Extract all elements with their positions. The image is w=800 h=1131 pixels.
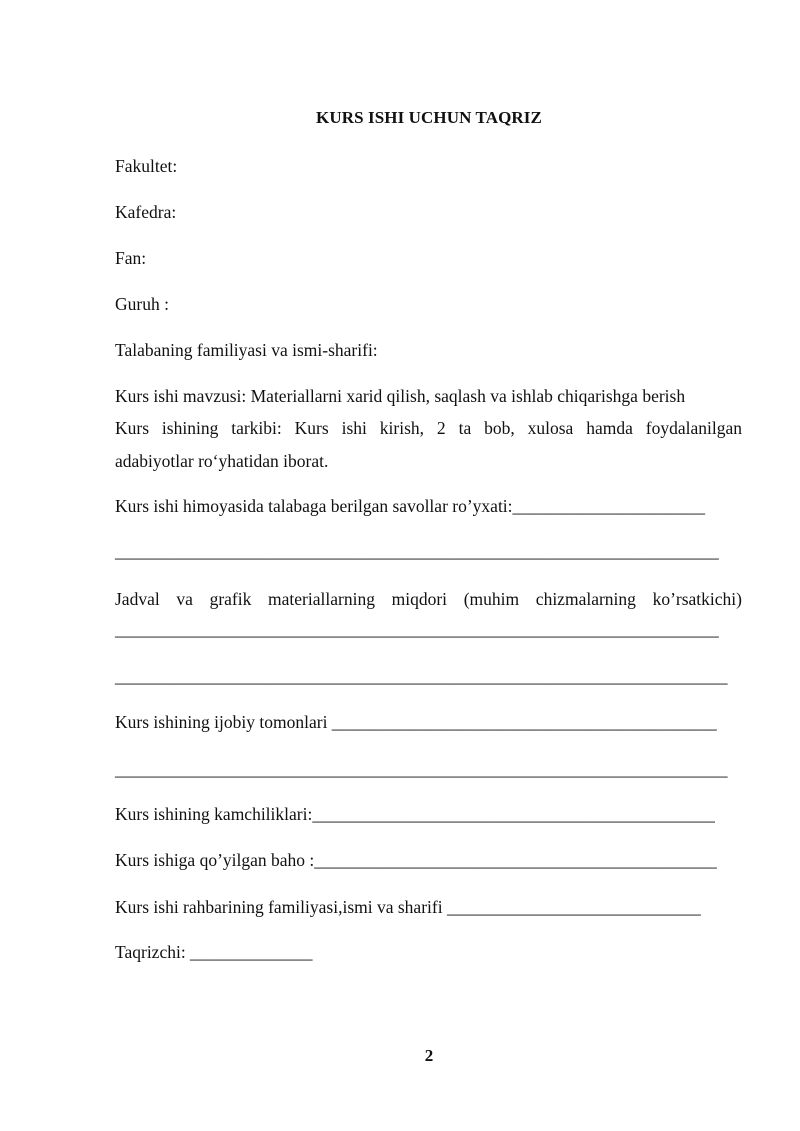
field-fakultet: Fakultet:	[115, 156, 178, 176]
field-ijobiy: Kurs ishining ijobiy tomonlari ____________________________________________	[115, 712, 717, 732]
field-talaba-name: Talabaning familiyasi va ismi-sharifi:	[115, 340, 378, 360]
field-rahbar: Kurs ishi rahbarining familiyasi,ismi va sharifi _____________________________	[115, 897, 701, 917]
field-jadval: Jadval va grafik materiallarning miqdori (muhim chizmalarning ko’rsatkichi)	[115, 589, 742, 609]
field-kamchilik: Kurs ishining kamchiliklari:______________________________________________	[115, 804, 715, 824]
field-savollar: Kurs ishi himoyasida talabaga berilgan savollar ro’yxati:______________________	[115, 496, 706, 516]
field-kafedra: Kafedra:	[115, 202, 177, 222]
field-guruh: Guruh :	[115, 294, 169, 314]
blank-line-ijobiy: ______________________________________________________________________	[115, 759, 728, 779]
field-fan: Fan:	[115, 248, 147, 268]
field-tarkib-line-1: Kurs ishining tarkibi: Kurs ishi kirish, 2 ta bob, xulosa hamda foydalanilgan	[115, 418, 742, 438]
field-mavzu: Kurs ishi mavzusi: Materiallarni xarid qilish, saqlash va ishlab chiqarishga berish	[115, 386, 686, 406]
document-title: KURS ISHI UCHUN TAQRIZ	[316, 108, 542, 127]
blank-line-jadval-2: ______________________________________________________________________	[115, 666, 728, 686]
field-taqrizchi: Taqrizchi: ______________	[115, 942, 313, 962]
field-tarkib-line-2: adabiyotlar ro‘yhatidan iborat.	[115, 451, 329, 471]
blank-line-jadval-1: _____________________________________________________________________	[115, 619, 719, 639]
page-number: 2	[424, 1046, 434, 1065]
blank-line-savollar: _____________________________________________________________________	[115, 541, 719, 561]
field-baho: Kurs ishiga qo’yilgan baho :______________________________________________	[115, 850, 717, 870]
